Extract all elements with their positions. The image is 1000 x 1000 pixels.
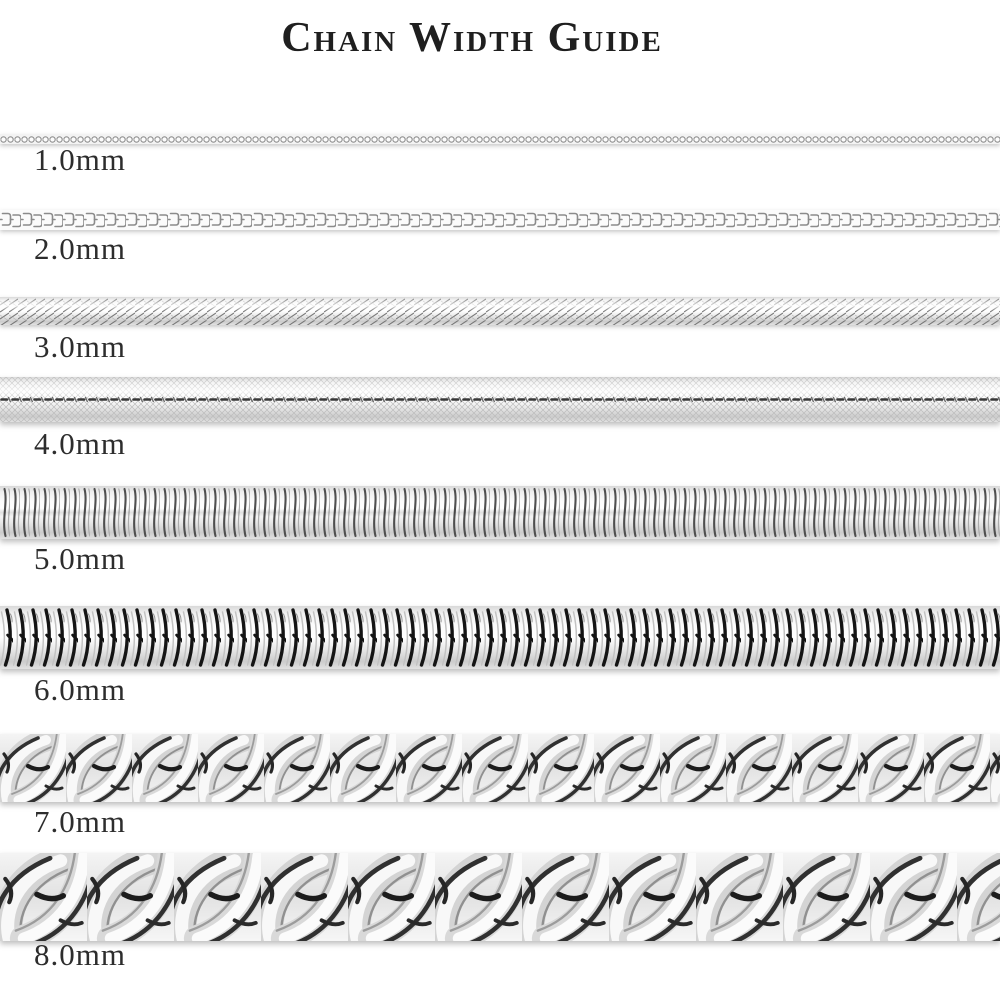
chain-photo-2mm-box (0, 210, 1000, 230)
chain-width-label: 3.0mm (34, 329, 126, 364)
chain-width-label: 5.0mm (34, 541, 126, 576)
chain-photo-6mm-snake (0, 606, 1000, 669)
chain-width-label: 1.0mm (34, 142, 126, 177)
chain-width-label: 4.0mm (34, 426, 126, 461)
chain-width-label: 8.0mm (34, 937, 126, 972)
chain-photo-3mm-snake (0, 297, 1000, 325)
chain-photo-7mm-rope (0, 734, 1000, 802)
chain-photo-8mm-rope (0, 853, 1000, 941)
chain-width-label: 6.0mm (34, 672, 126, 707)
chain-width-label: 7.0mm (34, 804, 126, 839)
chain-width-label: 2.0mm (34, 231, 126, 266)
page-title: Chain Width Guide (281, 15, 663, 61)
chain-photo-5mm-snake (0, 486, 1000, 539)
chain-photo-1mm-box (0, 134, 1000, 144)
chain-photo-4mm-snake (0, 377, 1000, 422)
